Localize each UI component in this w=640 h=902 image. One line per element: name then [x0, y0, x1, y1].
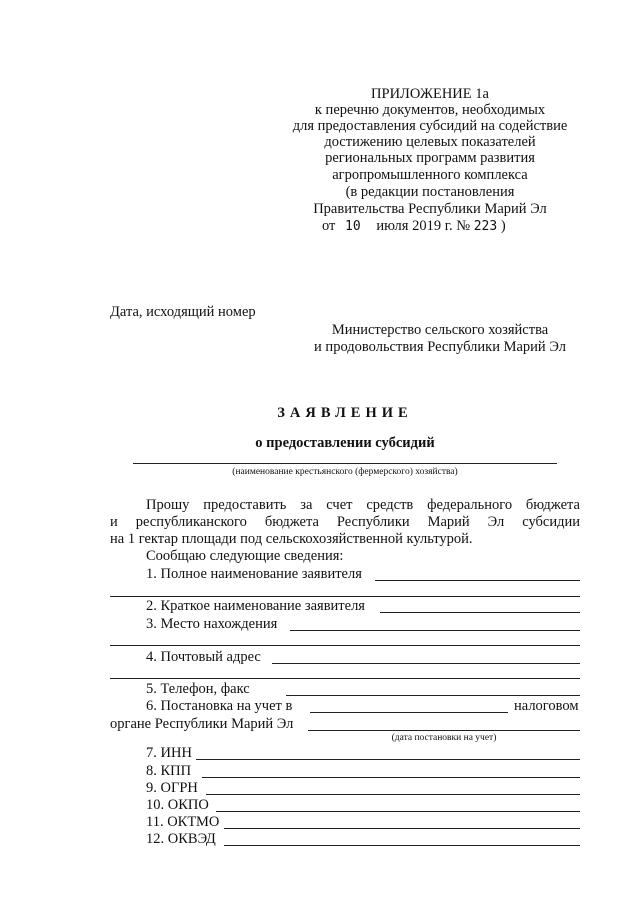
field-phone-fax-line[interactable] [286, 695, 580, 696]
field-phone-fax-label: 5. Телефон, факс [146, 681, 250, 697]
decree-date-prefix: от [322, 218, 336, 234]
field-postal-address-line-2[interactable] [110, 678, 580, 679]
field-ogrn-line[interactable] [206, 794, 580, 795]
body-paragraph-line-1: Прошу предоставить за счет средств федерального бюджета [146, 497, 580, 513]
farm-name-line[interactable] [133, 463, 557, 464]
body-paragraph-line-3: на 1 гектар площади под сельскохозяйственной культурой. [110, 531, 473, 547]
appendix-line-5: агропромышленного комплекса [332, 167, 528, 183]
appendix-line-3: достижению целевых показателей [324, 134, 536, 150]
field-short-name-label: 2. Краткое наименование заявителя [146, 598, 365, 614]
field-short-name-line[interactable] [380, 612, 580, 613]
appendix-title: ПРИЛОЖЕНИЕ 1а [371, 86, 489, 102]
appendix-line-2: для предоставления субсидий на содействие [292, 118, 568, 134]
field-tax-registration-date-line[interactable] [308, 730, 580, 731]
field-okved-line[interactable] [224, 845, 580, 846]
appendix-line-1: к перечню документов, необходимых [314, 102, 546, 118]
appendix-line-7: Правительства Республики Марий Эл [313, 201, 547, 217]
field-inn-line[interactable] [196, 759, 580, 760]
decree-number: 223 [473, 219, 498, 234]
field-tax-registration-tail: налоговом [514, 698, 579, 714]
field-postal-address-label: 4. Почтовый адрес [146, 649, 261, 665]
field-ogrn-label: 9. ОГРН [146, 780, 198, 796]
field-inn-label: 7. ИНН [146, 745, 192, 761]
decree-month-year: июля 2019 г. № [376, 218, 471, 234]
field-oktmo-label: 11. ОКТМО [146, 814, 220, 830]
field-okpo-line[interactable] [216, 811, 580, 812]
date-outgoing-label: Дата, исходящий номер [110, 304, 256, 320]
appendix-line-6: (в редакции постановления [345, 184, 515, 200]
field-okpo-label: 10. ОКПО [146, 797, 209, 813]
body-info-intro: Сообщаю следующие сведения: [146, 548, 344, 564]
field-postal-address-line[interactable] [272, 663, 580, 664]
field-kpp-label: 8. КПП [146, 763, 192, 779]
decree-close-paren: ) [500, 218, 506, 234]
farm-name-caption: (наименование крестьянского (фермерского) хозяйства) [232, 467, 458, 477]
field-location-line[interactable] [290, 630, 580, 631]
field-full-name-line-2[interactable] [110, 596, 580, 597]
field-okved-label: 12. ОКВЭД [146, 831, 216, 847]
field-full-name-label: 1. Полное наименование заявителя [146, 566, 362, 582]
field-oktmo-line[interactable] [224, 828, 580, 829]
decree-date-line [322, 218, 506, 235]
document-title: ЗАЯВЛЕНИЕ [277, 405, 413, 421]
addressee-line-2: и продовольствия Республики Марий Эл [314, 339, 566, 355]
field-tax-registration-label: 6. Постановка на учет в [146, 698, 293, 714]
appendix-line-4: региональных программ развития [325, 150, 535, 166]
field-full-name-line[interactable] [375, 580, 580, 581]
decree-day: 10 [345, 219, 361, 234]
field-tax-authority-label: органе Республики Марий Эл [110, 716, 294, 732]
addressee-line-1: Министерство сельского хозяйства [331, 322, 549, 338]
body-paragraph-line-2: и республиканского бюджета Республики Марий Эл субсидии [110, 514, 580, 530]
field-location-label: 3. Место нахождения [146, 616, 278, 632]
field-tax-registration-line[interactable] [310, 712, 508, 713]
field-kpp-line[interactable] [202, 777, 580, 778]
document-subtitle: о предоставлении субсидий [255, 435, 435, 451]
field-location-line-2[interactable] [110, 645, 580, 646]
field-tax-registration-date-caption: (дата постановки на учет) [391, 733, 497, 743]
